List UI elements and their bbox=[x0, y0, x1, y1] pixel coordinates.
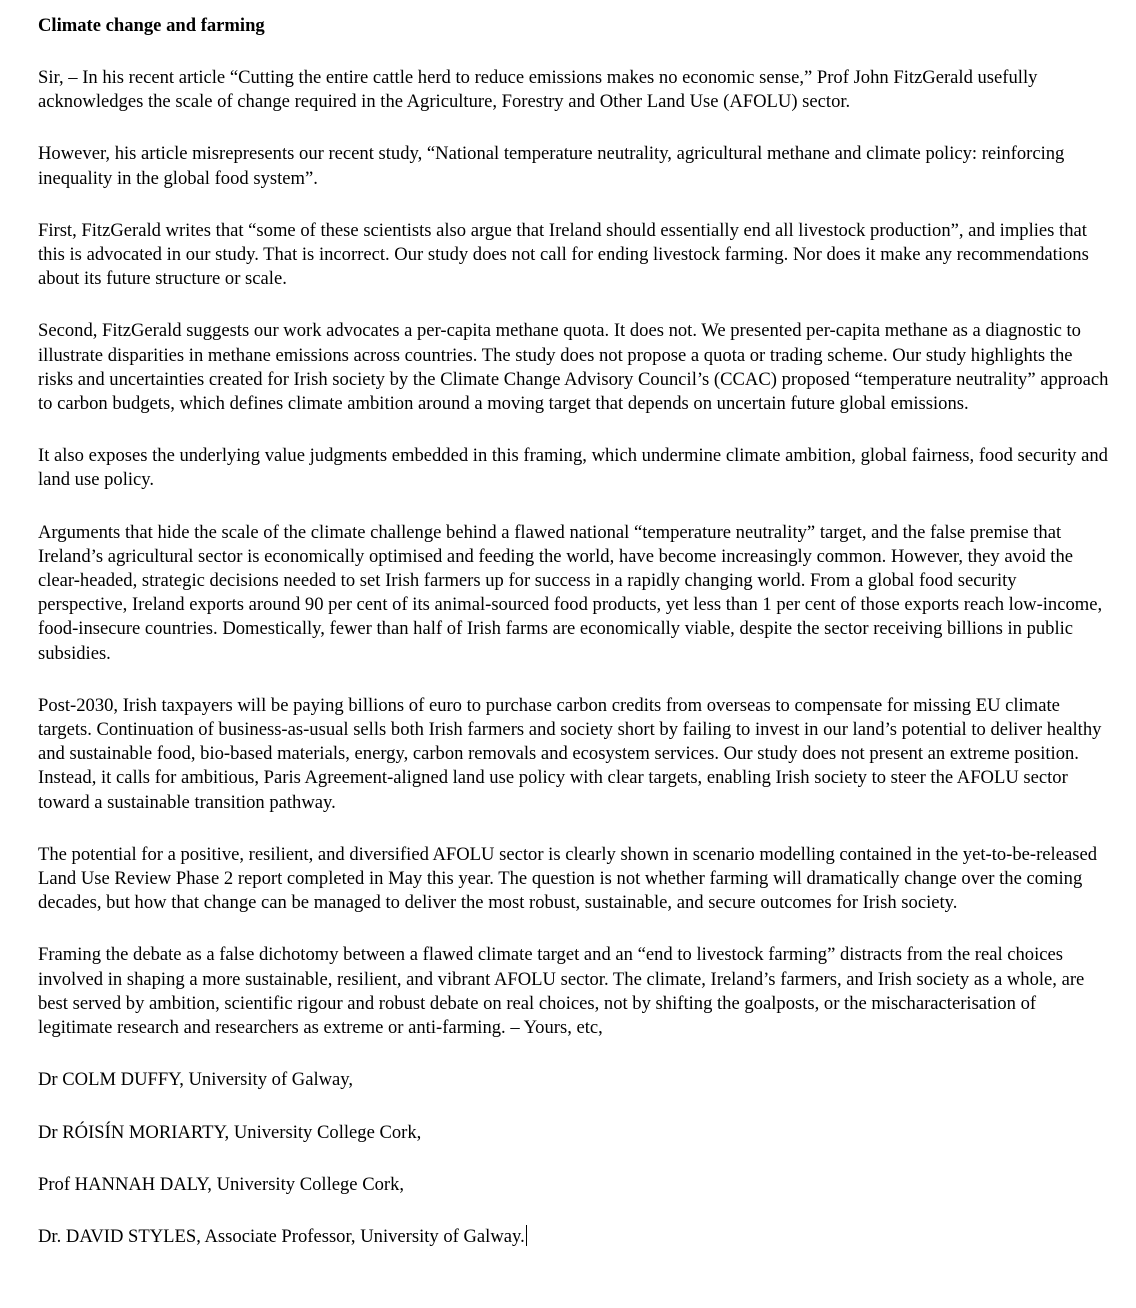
signatory-4-line bbox=[38, 1225, 1110, 1249]
paragraph-9: Framing the debate as a false dichotomy between a flawed climate target and an “end to livestock farming” distracts from the real choices involved in shaping a more sustainable, resilient, and vibrant AFOLU sector. The climate, Ireland’s farmers, and Irish society as a whole, are best served by ambition, scientific rigour and robust debate on real choices, not by shifting the goalposts, or the mischaracterisation of legitimate research and researchers as extreme or anti-farming. – Yours, etc, bbox=[38, 944, 1085, 1039]
paragraph-2: However, his article misrepresents our recent study, “National temperature neutrality, agricultural methane and climate policy: reinforcing inequality in the global food system”. bbox=[38, 143, 1065, 189]
paragraph-4: Second, FitzGerald suggests our work advocates a per-capita methane quota. It does not. We presented per-capita methane as a diagnostic to illustrate disparities in methane emissions across countries. The study does not propose a quota or trading scheme. Our study highlights the risks and uncertainties created for Irish society by the Climate Change Advisory Council’s (CCAC) proposed “temperature neutrality” approach to carbon budgets, which defines climate ambition around a moving target that depends on uncertain future global emissions. bbox=[38, 320, 1109, 415]
signatory-2: Dr RÓISÍN MORIARTY, University College Cork, bbox=[38, 1121, 422, 1143]
paragraph-6: Arguments that hide the scale of the climate challenge behind a flawed national “temperature neutrality” target, and the false premise that Ireland’s agricultural sector is economically optimised and feeding the world, have become increasingly common. However, they avoid the clear-headed, strategic decisions needed to set Irish farmers up for success in a rapidly changing world. From a global food security perspective, Ireland exports around 90 per cent of its animal-sourced food products, yet less than 1 per cent of those exports reach low-income, food-insecure countries. Domestically, fewer than half of Irish farms are economically viable, despite the sector receiving billions in public subsidies. bbox=[38, 521, 1103, 664]
text-cursor bbox=[526, 1225, 527, 1246]
letter-title: Climate change and farming bbox=[38, 15, 265, 36]
signatory-4: Dr. DAVID STYLES, Associate Professor, University of Galway. bbox=[38, 1225, 525, 1247]
paragraph-8: The potential for a positive, resilient, and diversified AFOLU sector is clearly shown in scenario modelling contained in the yet-to-be-released Land Use Review Phase 2 report completed in May this year. The question is not whether farming will dramatically change over the coming decades, but how that change can be managed to deliver the most robust, sustainable, and secure outcomes for Irish society. bbox=[38, 843, 1098, 914]
signatory-1: Dr COLM DUFFY, University of Galway, bbox=[38, 1069, 354, 1091]
signatory-3: Prof HANNAH DALY, University College Cork, bbox=[38, 1173, 405, 1195]
paragraph-1: Sir, – In his recent article “Cutting the entire cattle herd to reduce emissions makes no economic sense,” Prof John FitzGerald usefully acknowledges the scale of change required in the Agriculture, Forestry and Other Land Use (AFOLU) sector. bbox=[38, 67, 1038, 113]
paragraph-3: First, FitzGerald writes that “some of these scientists also argue that Ireland should essentially end all livestock production”, and implies that this is advocated in our study. That is incorrect. Our study does not call for ending livestock farming. Nor does it make any recommendations about its future structure or scale. bbox=[38, 219, 1089, 290]
document-page[interactable] bbox=[38, 14, 1110, 1249]
paragraph-5: It also exposes the underlying value judgments embedded in this framing, which undermine climate ambition, global fairness, food security and land use policy. bbox=[38, 445, 1108, 491]
paragraph-7: Post-2030, Irish taxpayers will be paying billions of euro to purchase carbon credits from overseas to compensate for missing EU climate targets. Continuation of business-as-usual sells both Irish farmers and society short by failing to invest in our land’s potential to deliver healthy and sustainable food, bio-based materials, energy, carbon removals and ecosystem services. Our study does not present an extreme position. Instead, it calls for ambitious, Paris Agreement-aligned land use policy with clear targets, enabling Irish society to steer the AFOLU sector toward a sustainable transition pathway. bbox=[38, 694, 1102, 813]
